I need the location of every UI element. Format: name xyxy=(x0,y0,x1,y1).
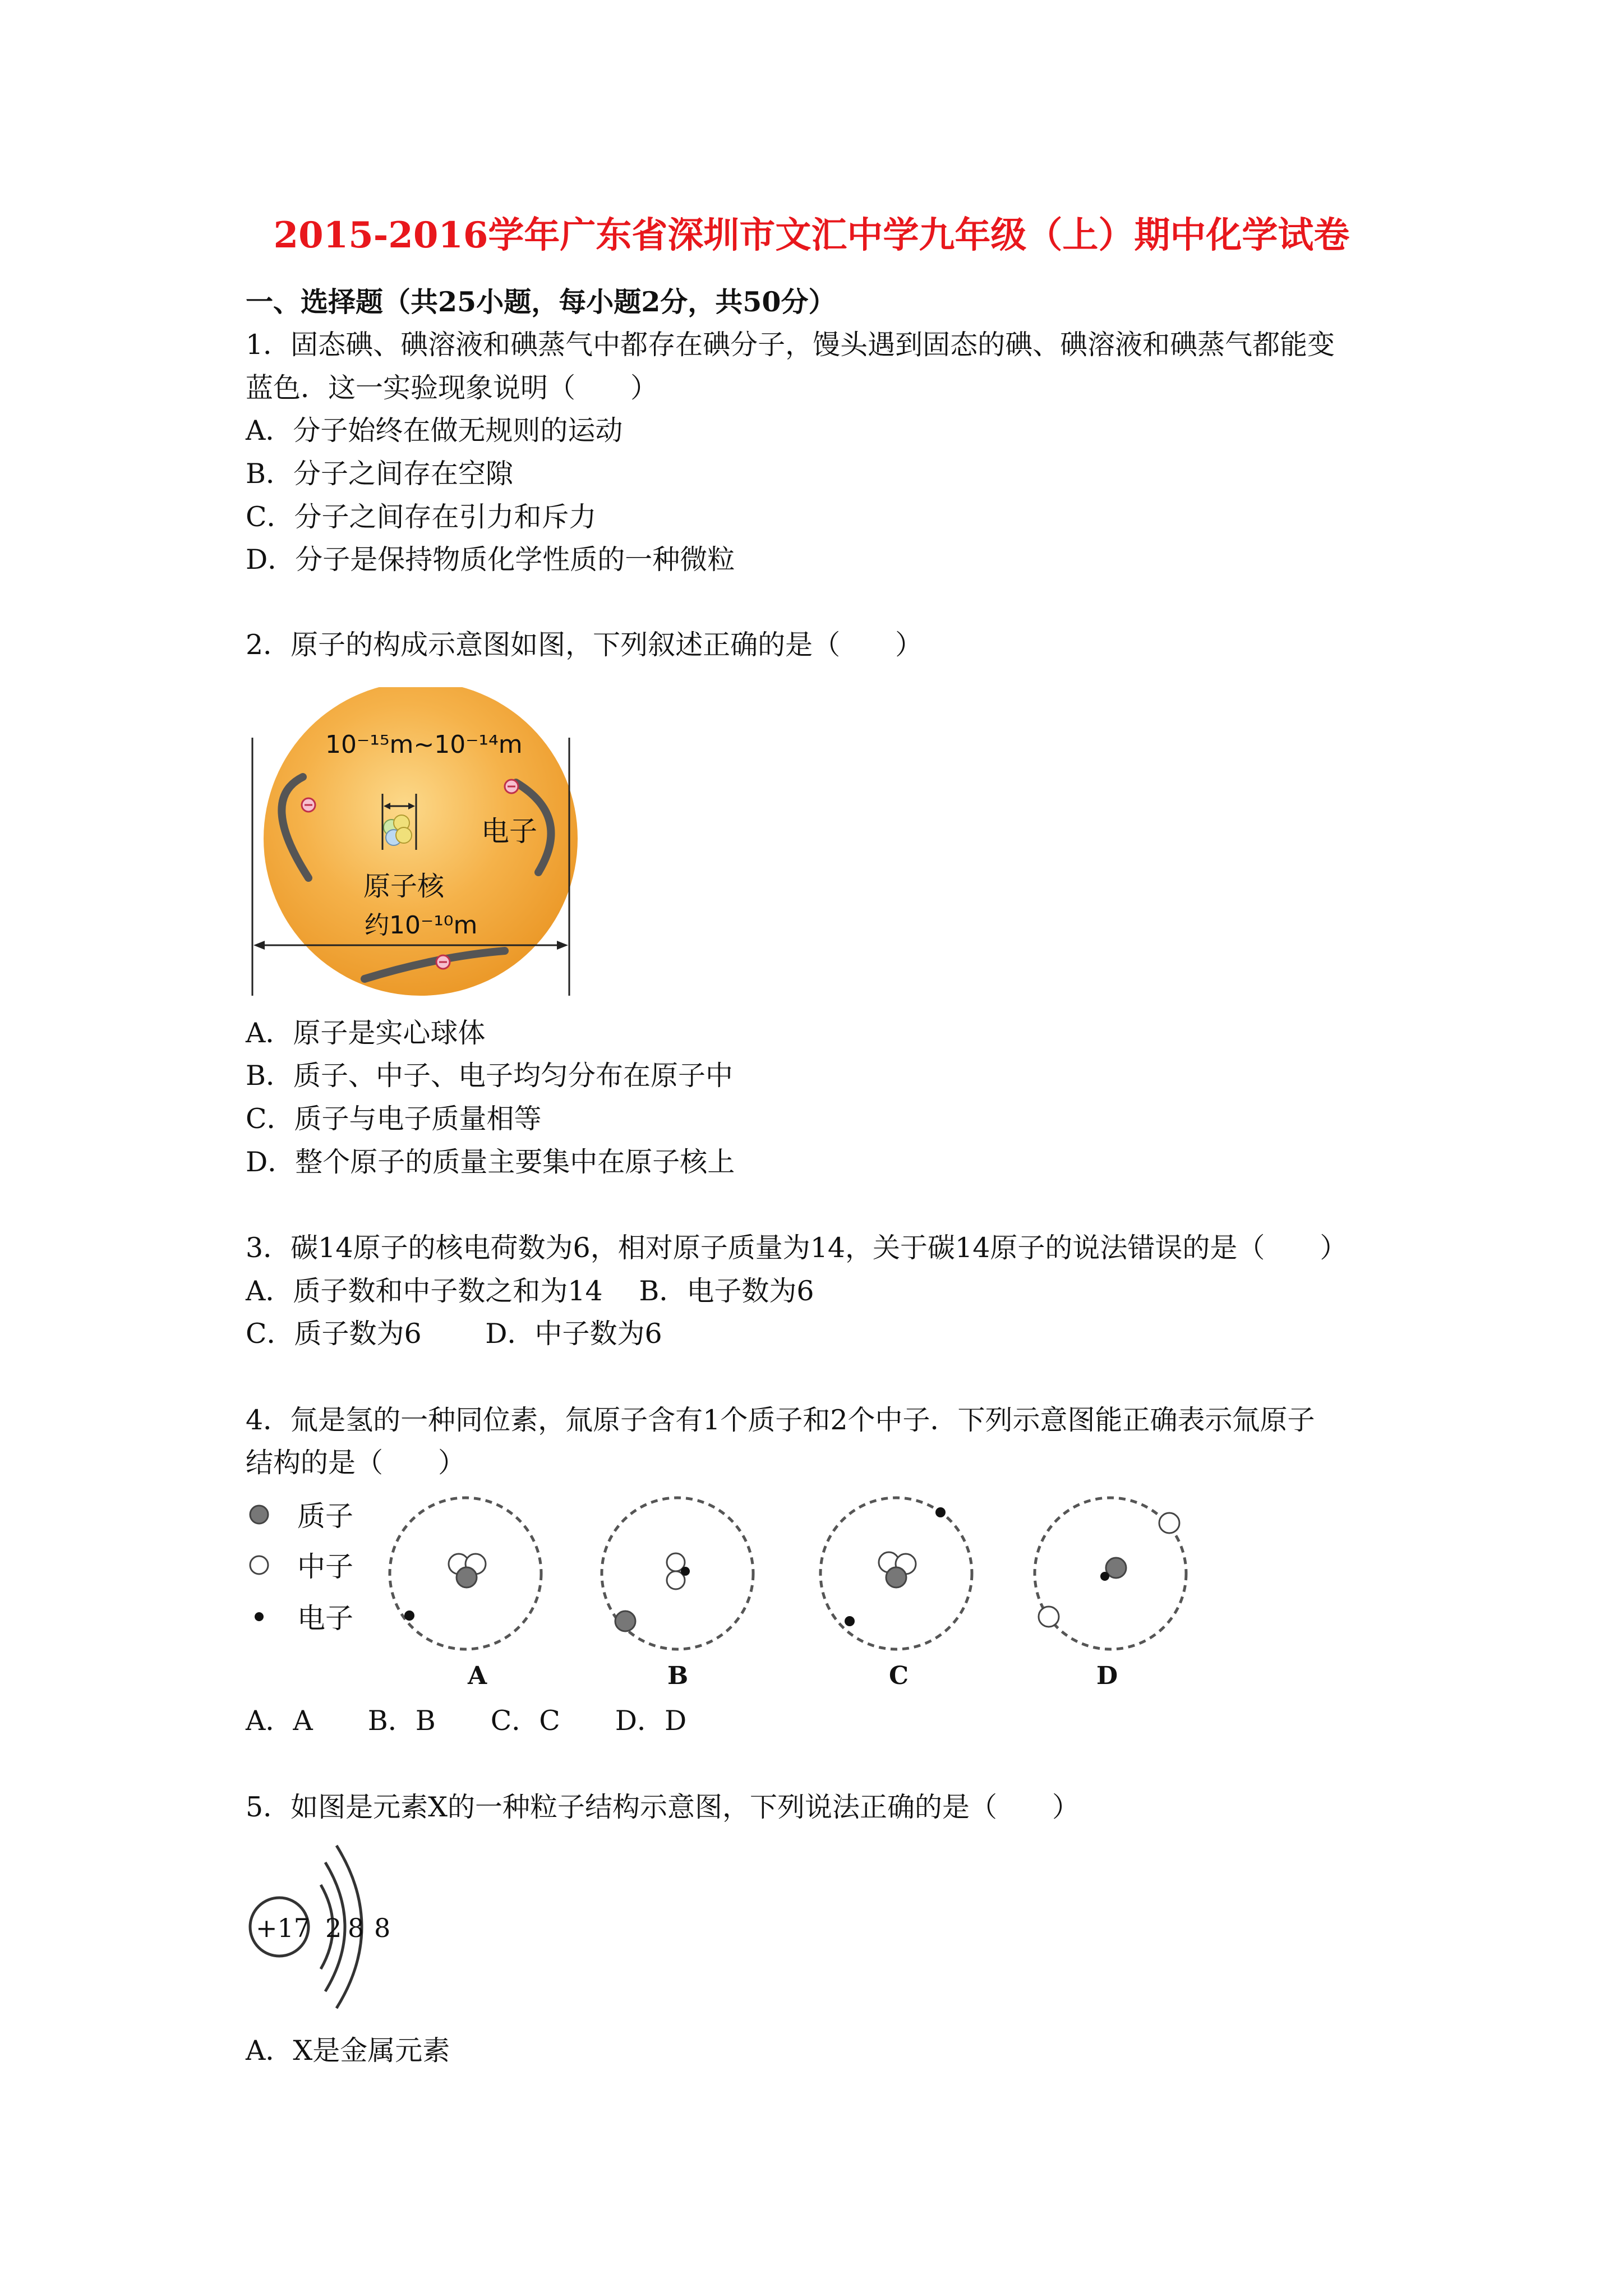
electron-icon xyxy=(302,798,315,812)
tritium-options-figure xyxy=(247,1492,1200,1694)
diagram-label-b: B xyxy=(667,1662,689,1690)
q4-stem-line2: 结构的是（ ） xyxy=(246,1447,466,1479)
q2-stem: 2．原子的构成示意图如图，下列叙述正确的是（ ） xyxy=(246,629,923,661)
legend-proton-label: 质子 xyxy=(297,1500,353,1533)
electron-label: 电子 xyxy=(481,815,537,848)
q3-options-ab: A．质子数和中子数之和为14 B．电子数为6 xyxy=(246,1275,814,1307)
q1-option-d: D．分子是保持物质化学性质的一种微粒 xyxy=(246,544,735,576)
diagram-label-d: D xyxy=(1096,1662,1118,1690)
q1-option-a: A．分子始终在做无规则的运动 xyxy=(246,415,623,447)
q3-options-cd: C．质子数为6 D．中子数为6 xyxy=(246,1318,662,1350)
shell-electrons-2: 8 xyxy=(348,1913,365,1943)
diagram-label-c: C xyxy=(889,1662,909,1690)
q2-option-a: A．原子是实心球体 xyxy=(246,1017,486,1049)
q3-stem: 3．碳14原子的核电荷数为6，相对原子质量为14，关于碳14原子的说法错误的是（ ） xyxy=(246,1232,1348,1264)
shell-electrons-1: 2 xyxy=(325,1913,342,1943)
page-title: 2015-2016学年广东省深圳市文汇中学九年级（上）期中化学试卷 xyxy=(273,214,1350,256)
q5-stem: 5．如图是元素X的一种粒子结构示意图，下列说法正确的是（ ） xyxy=(246,1791,1080,1823)
shell-electrons-3: 8 xyxy=(374,1913,391,1943)
legend-neutron-label: 中子 xyxy=(297,1550,353,1583)
q2-option-c: C．质子与电子质量相等 xyxy=(246,1103,542,1135)
electron-icon xyxy=(436,955,450,969)
q1-option-b: B．分子之间存在空隙 xyxy=(246,458,514,490)
q2-option-d: D．整个原子的质量主要集中在原子核上 xyxy=(246,1146,735,1178)
q1-option-c: C．分子之间存在引力和斥力 xyxy=(246,501,597,533)
q4-options: A．A B．B C．C D．D xyxy=(246,1705,687,1737)
nucleus-size-label: 10⁻¹⁵m~10⁻¹⁴m xyxy=(325,730,523,759)
electron-icon xyxy=(505,780,518,793)
q5-option-a: A．X是金属元素 xyxy=(246,2035,450,2067)
nucleus-charge: +17 xyxy=(256,1913,311,1943)
atom-size-label: 约10⁻¹⁰m xyxy=(365,911,478,940)
section-heading: 一、选择题（共25小题，每小题2分，共50分） xyxy=(246,286,836,318)
q4-stem-line1: 4．氚是氢的一种同位素，氚原子含有1个质子和2个中子．下列示意图能正确表示氚原子 xyxy=(246,1404,1315,1436)
q1-stem-line1: 1．固态碘、碘溶液和碘蒸气中都存在碘分子，馒头遇到固态的碘、碘溶液和碘蒸气都能变 xyxy=(246,329,1335,361)
legend-electron-label: 电子 xyxy=(297,1602,353,1635)
q1-stem-line2: 蓝色．这一实验现象说明（ ） xyxy=(246,372,658,404)
nucleus-label: 原子核 xyxy=(363,871,445,902)
diagram-label-a: A xyxy=(468,1662,487,1690)
q2-option-b: B．质子、中子、电子均匀分布在原子中 xyxy=(246,1060,734,1092)
